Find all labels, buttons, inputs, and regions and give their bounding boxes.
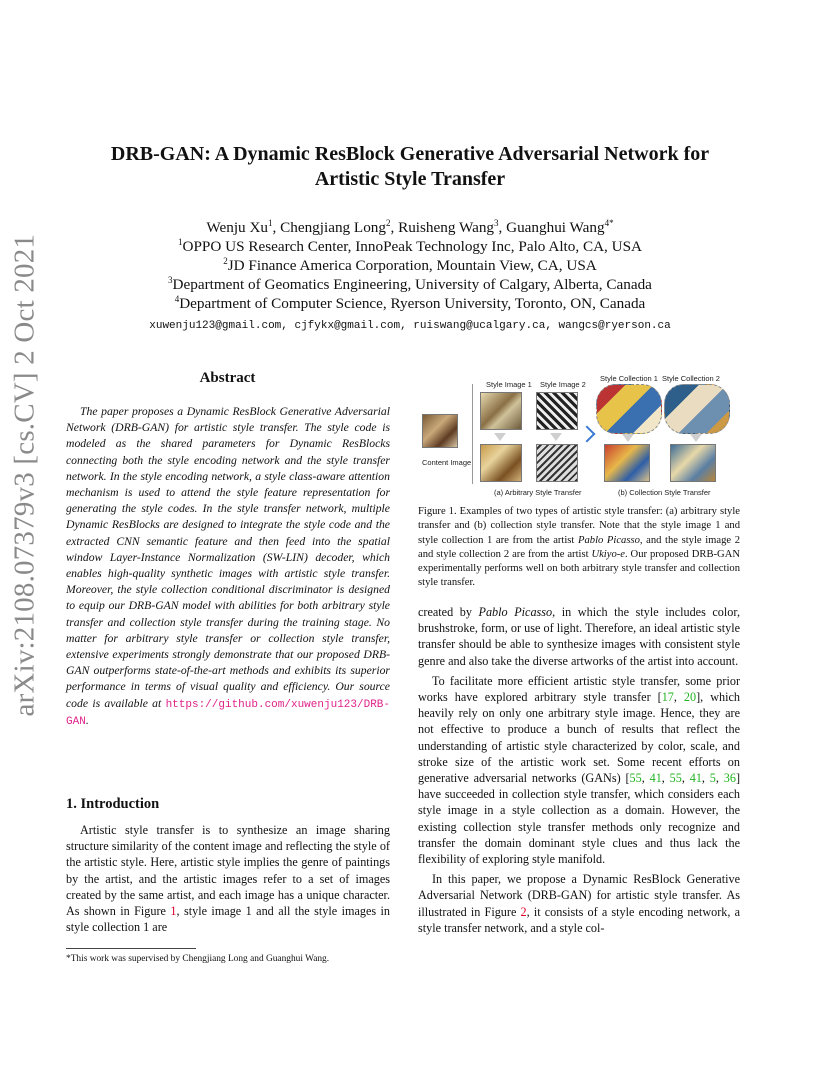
author-name: Guanghui Wang	[506, 219, 605, 236]
author-mark: 4*	[604, 217, 614, 228]
body-text: To facilitate more efficient artistic style transfer, some prior works have explored arbitrary style transfer [	[418, 673, 740, 705]
body-text: ] have succeeded in collection style transfer, which considers each style image in a style collection as a domain. However, the existing collection style transfer methods only recognize and transfer the domain dominant style clues and thus lack the flexibility of exploring style manifold.	[418, 771, 740, 867]
body-text: In this paper, we propose a Dynamic ResBlock Generative Adversarial Network (DRB-GAN) for artistic style transfer. As illustrated in Figure	[418, 872, 740, 919]
intro-text: , style image 1 and all the style images in style collection 1 are	[66, 904, 391, 935]
figure-ref-link[interactable]: 1	[170, 904, 177, 919]
affiliation-mark: 2	[223, 255, 228, 266]
figure-ref-link[interactable]: 2	[520, 904, 527, 919]
citation-link[interactable]: 41	[689, 771, 702, 786]
source-code-link[interactable]: https://github.com/xuwenju123/DRB-GAN	[66, 698, 390, 728]
result-collection-2	[670, 444, 716, 482]
introduction-body	[66, 822, 390, 935]
abstract-text: The paper proposes a Dynamic ResBlock Generative Adversarial Network (DRB-GAN) for artistic style transfer. The style code is modeled as the shared parameters for Dynamic ResBlocks connecting both the style encoding network and the style transfer network. In the style encoding network, a style class-aware attention mechanism is used to attend the style feature representation for generating the style codes. In the style transfer network, multiple Dynamic ResBlocks are designed to integrate the style code and the extracted CNN semantic feature and then feed into the spatial window Layer-Instance Normalization (SW-LIN) decoder, which enables high-quality synthetic images with artistic style transfer. Moreover, the style collection conditional discriminator is designed to equip our DRB-GAN model with abilities for both arbitrary style transfer and collection style transfer during the training stage. No matter for arbitrary style transfer or collection style transfer, extensive experiments strongly demonstrate that our proposed DRB-GAN outperforms state-of-the-art methods and exhibits its superior performance in terms of visual quality and efficiency. Our source code is available at	[66, 405, 390, 710]
caption-artist: Pablo Picasso	[578, 534, 640, 546]
body-text: ], which heavily rely on only one arbitrary style image. Hence, they are not effective to produce a bunch of results that reflect the understanding of artistic style characterized by color, scale, and stroke size of the artistic work set. Some recent efforts on generative adversarial networks (GANs) [	[418, 690, 740, 786]
right-column-body: created by Pablo Picasso, in which the style includes color, brushstroke, form, or use of light. Therefore, an ideal artistic style transfer should be able to synthesize images with consistent style genre and also take the diverse artworks of the artist into account. To facilitate more efficient artistic style transfer, some prior works have explored arbitrary style transfer [17, 20], which heavily rely on only one arbitrary style image. Hence, they are not effective to produce a bunch of results that reflect the understanding of artistic style characterized by color, scale, and stroke size of the artistic work set. Some recent efforts on generative adversarial networks (GANs) [55, 41, 55, 41, 5, 36] have succeeded in collection style transfer, which considers each style image in a style collection as a domain. However, the existing collection style transfer methods only recognize and transfer the domain dominant style clues and thus lack the flexibility of exploring style manifold. In this paper, we propose a Dynamic ResBlock Generative Adversarial Network (DRB-GAN) for artistic style transfer. As illustrated in Figure 2, it consists of a style encoding network, a style transfer network, and a style col-	[418, 605, 740, 935]
affiliation-mark: 3	[168, 274, 173, 285]
style-image-1-label: Style Image 1	[486, 380, 532, 389]
style-collection-1-cloud	[596, 384, 662, 434]
affiliation-4	[100, 294, 720, 313]
citation-link[interactable]: 55	[669, 771, 682, 786]
citation-link[interactable]: 41	[649, 771, 662, 786]
body-text: created by	[418, 605, 479, 619]
style-collection-1-label: Style Collection 1	[600, 374, 658, 383]
affiliation-mark: 1	[177, 236, 183, 247]
footnote-rule	[66, 948, 196, 949]
caption-text: Figure 1. Examples of two types of artistic style transfer: (a) arbitrary style transfer and (b) collection style transfer. Note that the style image 1 and style collection 1 are from the artist	[418, 506, 740, 546]
paper-title	[100, 142, 720, 192]
title-line-2: Artistic Style Transfer	[314, 168, 506, 190]
style-collection-2-cloud	[664, 384, 730, 434]
author-name: Wenju Xu	[206, 219, 269, 236]
caption-artist: Ukiyo-e	[591, 548, 625, 560]
author-mark: 2	[385, 217, 391, 228]
subfigure-b-label: (b) Collection Style Transfer	[618, 488, 711, 497]
figure-1-caption	[418, 505, 740, 591]
citation-link[interactable]: 5	[709, 771, 716, 786]
body-text: , in which the style includes color, brushstroke, form, or use of light. Therefore, an ideal artistic style transfer should be able to synthesize images with consistent style genre and also take the diverse artworks of the artist into account.	[418, 605, 740, 668]
citation-link[interactable]: 20	[683, 690, 697, 705]
citation-link[interactable]: 17	[661, 690, 674, 705]
affiliation-3	[100, 275, 720, 294]
figure-1	[418, 370, 740, 500]
abstract-period: .	[85, 713, 89, 727]
subfigure-a-label: (a) Arbitrary Style Transfer	[494, 488, 582, 497]
arxiv-identifier: arXiv:2108.07379v3 [cs.CV] 2 Oct 2021	[8, 233, 41, 717]
body-text: , it consists of a style encoding network, a style transfer network, and a style col-	[418, 904, 740, 935]
author-mark: 3	[494, 217, 499, 228]
style-image-2-label: Style Image 2	[540, 380, 586, 389]
affiliation-text: OPPO US Research Center, InnoPeak Technology Inc, Palo Alto, CA, USA	[182, 238, 643, 255]
abstract-body	[66, 404, 390, 730]
author-names: Wenju Xu$^1$, Chengjiang Long$^2$, Ruisheng Wang$^3$, Guanghui Wang$^{4*}$	[206, 217, 614, 236]
caption-text: , and the style image 2 and style collection 2 are from the artist	[418, 534, 740, 560]
affiliation-2	[100, 256, 720, 275]
affiliation-mark: 4	[174, 293, 180, 304]
abstract-heading: Abstract	[199, 370, 256, 386]
style-image-1	[480, 392, 522, 430]
style-image-2	[536, 392, 578, 430]
style-collection-2-label: Style Collection 2	[662, 374, 720, 383]
arrow-down-icon	[550, 433, 562, 441]
citation-link[interactable]: 36	[723, 771, 736, 786]
arrow-right-icon	[579, 426, 596, 443]
arrow-down-icon	[690, 434, 702, 442]
author-name: Chengjiang Long	[280, 219, 386, 236]
affiliation-text: JD Finance America Corporation, Mountain View, CA, USA	[227, 257, 597, 274]
author-emails: xuwenju123@gmail.com, cjfykx@gmail.com, ruiswang@ucalgary.ca, wangcs@ryerson.ca	[149, 320, 671, 332]
introduction-heading: 1. Introduction	[66, 796, 160, 812]
body-text: ,	[673, 690, 684, 705]
result-image-1	[480, 444, 522, 482]
artist-name: Pablo Picasso	[478, 605, 553, 619]
arrow-down-icon	[494, 433, 506, 441]
author-mark: 1	[268, 217, 273, 228]
citation-link[interactable]: 55	[629, 771, 642, 786]
result-image-2	[536, 444, 578, 482]
author-block	[100, 218, 720, 336]
content-image	[422, 414, 458, 448]
caption-text: . Our proposed DRB-GAN experimentally performs well on both arbitrary style transfer and collection style transfer.	[418, 548, 740, 589]
affiliation-1	[100, 237, 720, 256]
intro-text: Artistic style transfer is to synthesize an image sharing structure similarity of the content image and reflecting the style of the artistic style. Here, artistic style implies the genre of paintings by the artist, and the artistic images refer to a set of images created by the same artist, and each image has a unique character. As shown in Figure	[66, 823, 390, 919]
affiliation-text: Department of Geomatics Engineering, University of Calgary, Alberta, Canada	[172, 276, 652, 293]
footnote: *This work was supervised by Chengjiang Long and Guanghui Wang.	[66, 954, 330, 964]
content-image-label: Content Image	[422, 458, 472, 467]
author-name: Ruisheng Wang	[398, 219, 495, 236]
affiliation-text: Department of Computer Science, Ryerson University, Toronto, ON, Canada	[179, 295, 646, 312]
arrow-down-icon	[622, 434, 634, 442]
result-collection-1	[604, 444, 650, 482]
title-line-1: DRB-GAN: A Dynamic ResBlock Generative Adversarial Network for	[110, 143, 710, 165]
divider-line	[472, 384, 473, 484]
